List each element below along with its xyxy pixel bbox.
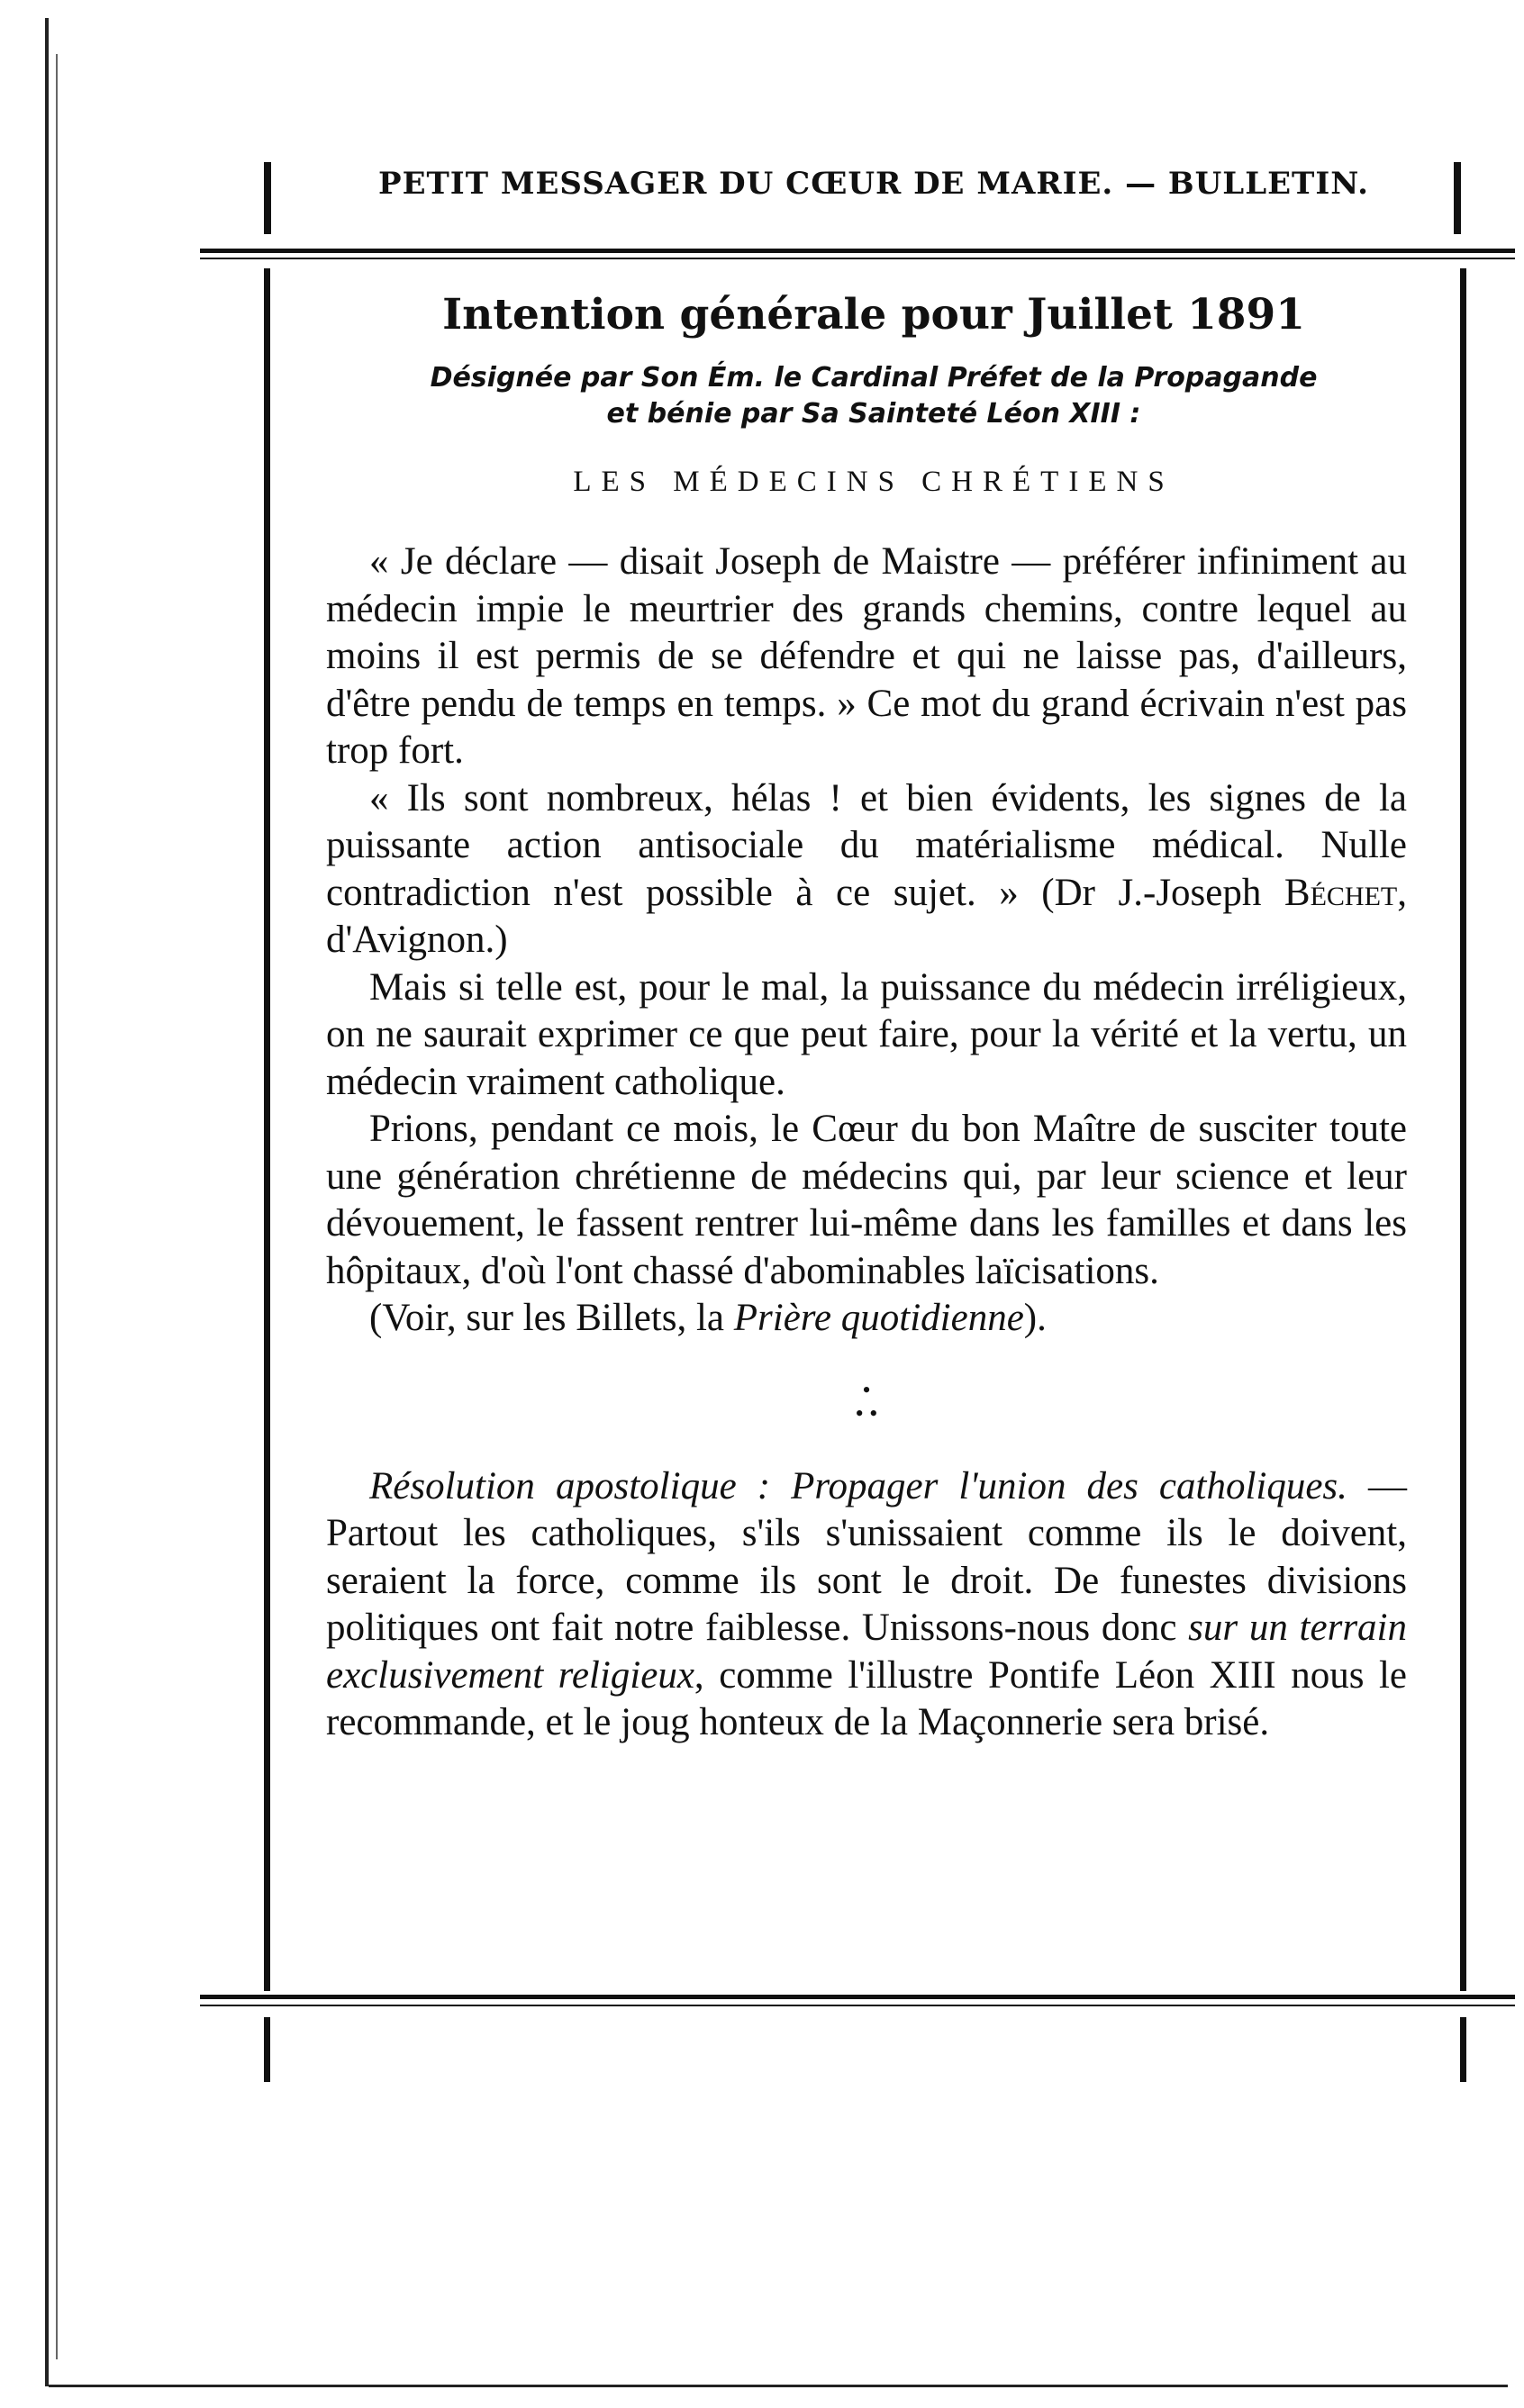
scan-bottom-curve <box>49 2385 1508 2387</box>
paragraph-bechet-quote <box>326 775 1407 964</box>
box-left-border <box>264 268 270 1991</box>
voir-billets-close: ). <box>1023 1297 1047 1339</box>
asterism-divider <box>326 1376 1407 1426</box>
designation-line-2: et bénie par Sa Sainteté Léon XIII : <box>606 398 1141 430</box>
paragraph-prions: Prions, pendant ce mois, le Cœur du bon Maître de susciter toute une génération chrétienne de médecins qui, par leur science et leur dévouement, le fassent rentrer lui-même dans les familles et dans les hôpitaux, d'où l'ont chassé d'abominables laïcisations. <box>326 1108 1407 1292</box>
paragraph-medecin-catholique: Mais si telle est, pour le mal, la puissance du médecin irréligieux, on ne saurait exprimer ce que peut faire, pour la vérité et la vertu, un médecin vraiment catholique. <box>326 965 1407 1103</box>
footer-right-bar <box>1460 2017 1466 2082</box>
bottom-double-rule-upper <box>200 1995 1515 1999</box>
resolution-text-2: , comme l'illustre Pontife Léon XIII nous le recommande, et le joug honteux de la Maçonnerie sera brisé. <box>326 1653 1407 1743</box>
paragraph-voir-billets <box>326 1295 1407 1343</box>
page-title: Intention générale pour Juillet 1891 <box>442 290 1305 339</box>
box-right-border <box>1460 268 1466 1991</box>
asterism-bottom-dots: • • <box>855 1399 878 1426</box>
bechet-quote-origin: , d'Avignon.) <box>326 871 1407 961</box>
resolution-label: Résolution apostolique : Propager l'union des catholiques. <box>369 1464 1347 1507</box>
top-double-rule-upper <box>200 249 1515 253</box>
priere-quotidienne-title: Prière quotidienne <box>733 1297 1024 1339</box>
footer-left-bar <box>264 2017 270 2082</box>
bechet-quote-text: « Ils sont nombreux, hélas ! et bien évidents, les signes de la puissante action antisociale du matérialisme médical. Nulle contradiction n'est possible à ce sujet. » (Dr J.-Joseph <box>326 776 1407 914</box>
bottom-double-rule-lower <box>200 2005 1515 2006</box>
paragraph-maistre-quote: « Je déclare — disait Joseph de Maistre — préférer infiniment au médecin impie le meurtrier des grands chemins, contre lequel au moins il est permis de se défendre et qui ne laisse pas, d'ailleurs, d'être pendu de temps en temps. » Ce mot du grand écrivain n'est pas trop fort. <box>326 540 1407 772</box>
designation-line-1: Désignée par Son Ém. le Cardinal Préfet de la Propagande <box>430 362 1318 394</box>
resolution-emphasis: sur un terrain exclusivement religieux <box>326 1607 1407 1697</box>
author-name-bechet: Béchet <box>1284 871 1398 914</box>
paragraph-resolution <box>326 1463 1407 1747</box>
running-head: PETIT MESSAGER DU CŒUR DE MARIE. — BULLETIN. <box>378 166 1369 202</box>
scan-edge-line-inner <box>56 54 58 2359</box>
asterism-top-dot: • <box>862 1376 871 1403</box>
top-double-rule-lower <box>200 258 1515 259</box>
voir-billets-text: (Voir, sur les Billets, la <box>369 1297 734 1339</box>
scan-edge-line <box>45 18 49 2386</box>
article-body <box>326 539 1407 1747</box>
section-subject: LES MÉDECINS CHRÉTIENS <box>573 466 1175 498</box>
designation <box>270 360 1477 432</box>
resolution-text-1: — Partout les catholiques, s'ils s'unissaient comme ils le doivent, seraient la force, comme ils sont le droit. De funestes divisions politiques ont fait notre faiblesse. Unissons-nous donc <box>326 1464 1407 1649</box>
